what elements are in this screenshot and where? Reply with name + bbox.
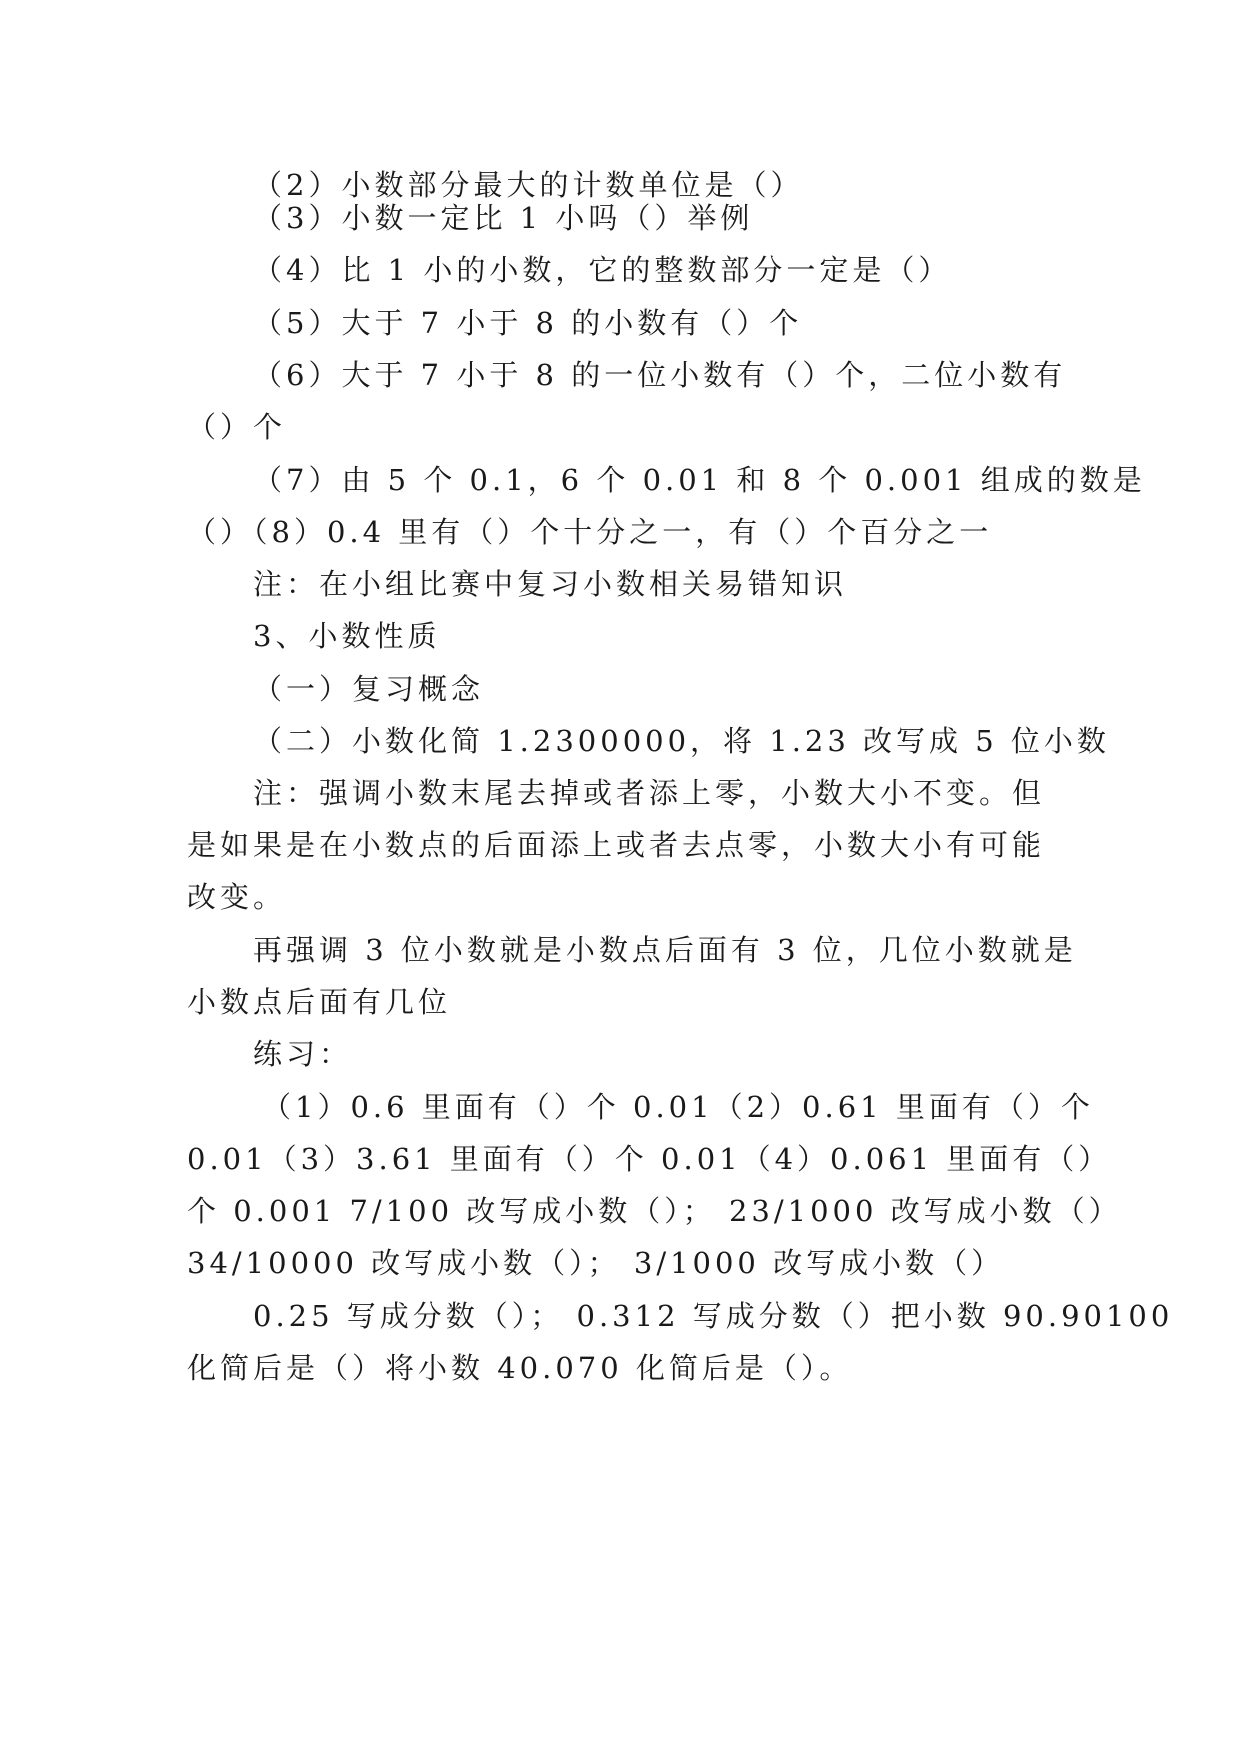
text-line: （4）比 1 小的小数，它的整数部分一定是（） <box>253 253 952 287</box>
text-line: （）个 <box>187 410 287 444</box>
note-line: 改变。 <box>187 880 287 914</box>
exercise-line: 0.01（3）3.61 里面有（）个 0.01（4）0.061 里面有（） <box>187 1142 1112 1176</box>
text-line: （）（8）0.4 里有（）个十分之一，有（）个百分之一 <box>187 515 993 549</box>
section-heading: 3、小数性质 <box>253 619 441 653</box>
text-line: 小数点后面有几位 <box>187 985 452 1019</box>
text-line: （7）由 5 个 0.1，6 个 0.01 和 8 个 0.001 组成的数是 <box>253 463 1146 497</box>
text-line: （5）大于 7 小于 8 的小数有（）个 <box>253 306 803 340</box>
exercise-line: 个 0.001 7/100 改写成小数（）； 23/1000 改写成小数（） <box>187 1194 1122 1228</box>
text-line: （二）小数化简 1.2300000，将 1.23 改写成 5 位小数 <box>253 724 1110 758</box>
text-line: （6）大于 7 小于 8 的一位小数有（）个，二位小数有 <box>253 358 1067 392</box>
exercise-line: （1）0.6 里面有（）个 0.01（2）0.61 里面有（）个 <box>262 1090 1094 1124</box>
text-line: （一）复习概念 <box>253 672 485 706</box>
text-line: （2）小数部分最大的计数单位是（） <box>253 168 804 202</box>
note-line: 是如果是在小数点的后面添上或者去点零，小数大小有可能 <box>187 828 1046 862</box>
exercise-line: 0.25 写成分数（）； 0.312 写成分数（）把小数 90.90100 <box>253 1299 1174 1333</box>
text-line: 再强调 3 位小数就是小数点后面有 3 位，几位小数就是 <box>253 933 1077 967</box>
note-line: 注：强调小数末尾去掉或者添上零，小数大小不变。但 <box>253 776 1046 810</box>
note-line: 注：在小组比赛中复习小数相关易错知识 <box>253 567 848 601</box>
exercise-line: 34/10000 改写成小数（）； 3/1000 改写成小数（） <box>187 1246 1005 1280</box>
exercise-heading: 练习： <box>253 1037 353 1071</box>
exercise-line: 化简后是（）将小数 40.070 化简后是（）。 <box>187 1351 853 1385</box>
text-line: （3）小数一定比 1 小吗（）举例 <box>253 201 754 235</box>
